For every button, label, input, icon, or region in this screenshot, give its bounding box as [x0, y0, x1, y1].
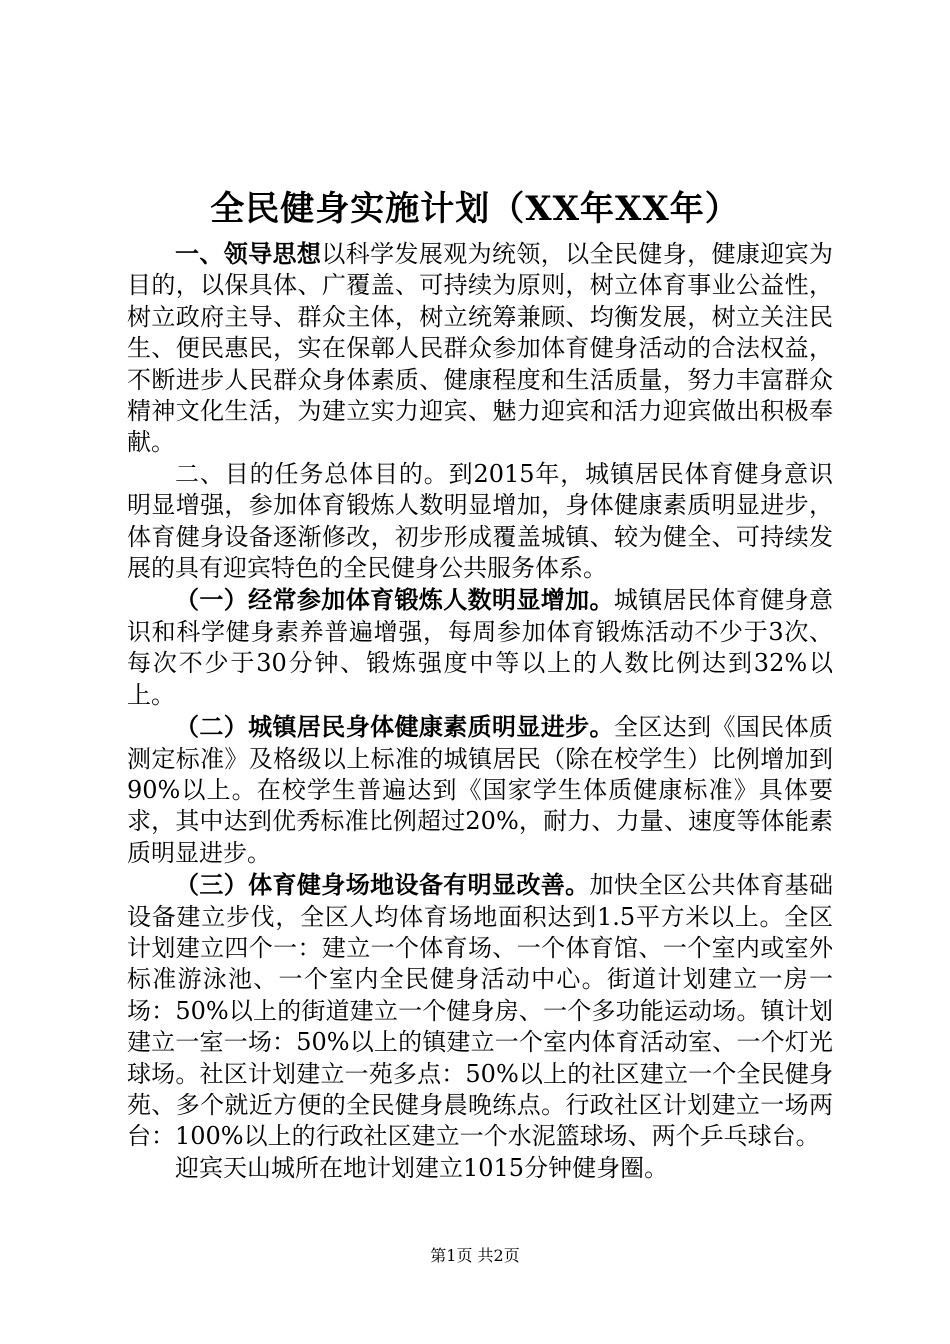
paragraph-text: 迎宾天山城所在地计划建立1015分钟健身圈。	[175, 1153, 669, 1182]
paragraph-text: 到2015年，城镇居民体育健身意识明显增强，参加体育锻炼人数明显增加，身体健康素质明显进步，体育健身设备逐渐修改，初步形成覆盖城镇、较为健全、可持续发展的具有迎宾特色的全民健身公共服务体系。	[127, 459, 834, 583]
paragraph-text: 以科学发展观为统领，以全民健身，健康迎宾为目的，以保具体、广覆盖、可持续为原则，树立体育事业公益性，树立政府主导、群众主体，树立统筹兼顾、均衡发展，树立关注民生、便民惠民，实在保鄣人民群众参加体育健身活动的合法权益，不断进步人民群众身体素质、健康程度和生活质量，努力丰富群众精神文化生活，为建立实力迎宾、魅力迎宾和活力迎宾做出积极奉献。	[127, 240, 834, 457]
paragraph-text: 城镇居民体育健身意识和科学健身素养普遍增强，每周参加体育锻炼活动不少于3次、每次不少于30分钟、锻炼强度中等以上的人数比例达到32%以上。	[127, 586, 833, 709]
paragraph-overall-goal	[127, 459, 833, 585]
paragraph-lead: 一、领导思想	[175, 239, 322, 268]
paragraph-lead: （一）经常参加体育锻炼人数明显增加。	[175, 585, 614, 615]
paragraph-item-3	[127, 869, 833, 1153]
page-title: 全民健身实施计划（XX年XX年）	[210, 189, 740, 229]
document-body	[127, 238, 833, 1184]
paragraph-lead: （二）城镇居民身体健康素质明显进步。	[175, 712, 614, 742]
paragraph-lead: 二、目的任务总体目的。	[175, 459, 449, 488]
paragraph-item-2	[127, 711, 833, 869]
paragraph-guiding-thought	[127, 238, 833, 459]
paragraph-lead: （三）体育健身场地设备有明显改善。	[175, 870, 590, 900]
paragraph-fitness-circle	[127, 1153, 833, 1184]
page-number-footer: 第1页 共2页	[430, 1246, 520, 1265]
paragraph-text: 全区达到《国民体质测定标准》及格级以上标准的城镇居民（除在校学生）比例增加到90%以上。在校学生普遍达到《国家学生体质健康标准》具体要求，其中达到优秀标准比例超过20%，耐力、力量、速度等体能素质明显进步。	[127, 713, 833, 867]
paragraph-text: 加快全区公共体育基础设备建立步伐，全区人均体育场地面积达到1.5平方米以上。全区计划建立四个一：建立一个体育场、一个体育馆、一个室内或室外标准游泳池、一个室内全民健身活动中心。街道计划建立一房一场：50%以上的街道建立一个健身房、一个多功能运动场。镇计划建立一室一场：50%以上的镇建立一个室内体育活动室、一个灯光球场。社区计划建立一苑多点：50%以上的社区建立一个全民健身苑、多个就近方便的全民健身晨晚练点。行政社区计划建立一场两台：100%以上的行政社区建立一个水泥篮球场、两个乒乓球台。	[127, 871, 834, 1151]
paragraph-item-1	[127, 584, 833, 711]
